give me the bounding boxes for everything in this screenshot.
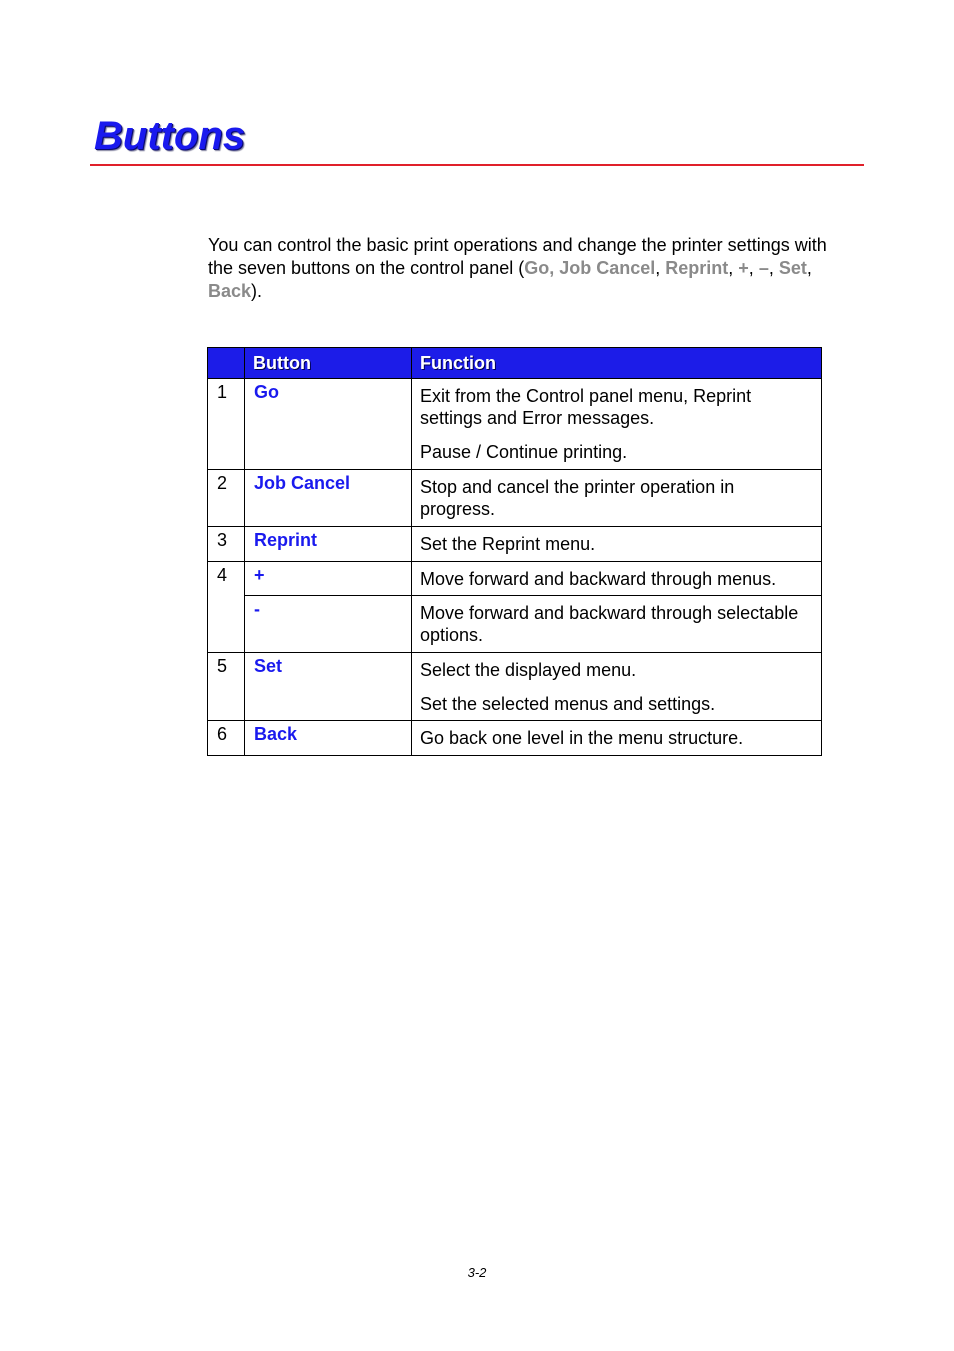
keyword-reprint: Reprint <box>665 258 729 278</box>
table-header-row <box>208 348 822 379</box>
row-button-name: Job Cancel <box>245 470 412 527</box>
keyword-go-job-cancel: Go, Job Cancel <box>524 258 656 278</box>
intro-separator: , <box>728 258 739 278</box>
row-button-name: Back <box>245 721 412 756</box>
row-button-name: Set <box>245 653 412 721</box>
intro-separator: , <box>806 258 812 278</box>
table-row <box>208 596 822 653</box>
row-number: 4 <box>208 562 245 653</box>
table-row <box>208 721 822 756</box>
table-row <box>208 470 822 527</box>
buttons-table <box>207 347 822 756</box>
table-row <box>208 562 822 596</box>
intro-separator: , <box>748 258 759 278</box>
table-row <box>208 527 822 562</box>
row-number: 2 <box>208 470 245 527</box>
table-row <box>208 653 822 721</box>
row-function <box>412 653 822 721</box>
row-number: 3 <box>208 527 245 562</box>
intro-paragraph <box>208 234 848 303</box>
row-function <box>412 379 822 470</box>
row-function <box>412 470 822 527</box>
row-button-name: - <box>245 596 412 653</box>
function-text: Stop and cancel the printer operation in progress. <box>420 477 735 519</box>
row-button-name: + <box>245 562 412 596</box>
header-function: Function <box>412 348 822 379</box>
row-number: 1 <box>208 379 245 470</box>
row-function <box>412 562 822 596</box>
function-text: Select the displayed menu. <box>420 660 637 680</box>
function-text: Set the selected menus and settings. <box>420 694 716 714</box>
function-text: Exit from the Control panel menu, Reprint settings and Error messages. <box>420 386 752 428</box>
function-text: Set the Reprint menu. <box>420 534 596 554</box>
function-text: Move forward and backward through selectable options. <box>420 603 799 645</box>
row-button-name: Reprint <box>245 527 412 562</box>
intro-separator: , <box>768 258 779 278</box>
keyword-minus: – <box>758 258 769 278</box>
function-text: Go back one level in the menu structure. <box>420 728 744 748</box>
row-function <box>412 596 822 653</box>
keyword-back: Back <box>208 281 252 301</box>
table-row <box>208 379 822 470</box>
row-number: 6 <box>208 721 245 756</box>
row-function <box>412 527 822 562</box>
intro-separator: , <box>655 258 666 278</box>
row-button-name: Go <box>245 379 412 470</box>
page-number: 3-2 <box>467 1265 487 1280</box>
function-text: Pause / Continue printing. <box>420 442 628 462</box>
keyword-set: Set <box>778 258 807 278</box>
row-function <box>412 721 822 756</box>
header-number <box>208 348 245 379</box>
title-rule <box>90 164 864 166</box>
page-title: Buttons <box>94 114 246 158</box>
header-button: Button <box>245 348 412 379</box>
intro-text-end: ). <box>251 281 263 301</box>
intro-text: You can control the basic print operations and change the printer settings with the seven buttons on the control panel ( <box>208 235 827 278</box>
function-text: Move forward and backward through menus. <box>420 569 777 589</box>
row-number: 5 <box>208 653 245 721</box>
keyword-plus: + <box>738 258 749 278</box>
